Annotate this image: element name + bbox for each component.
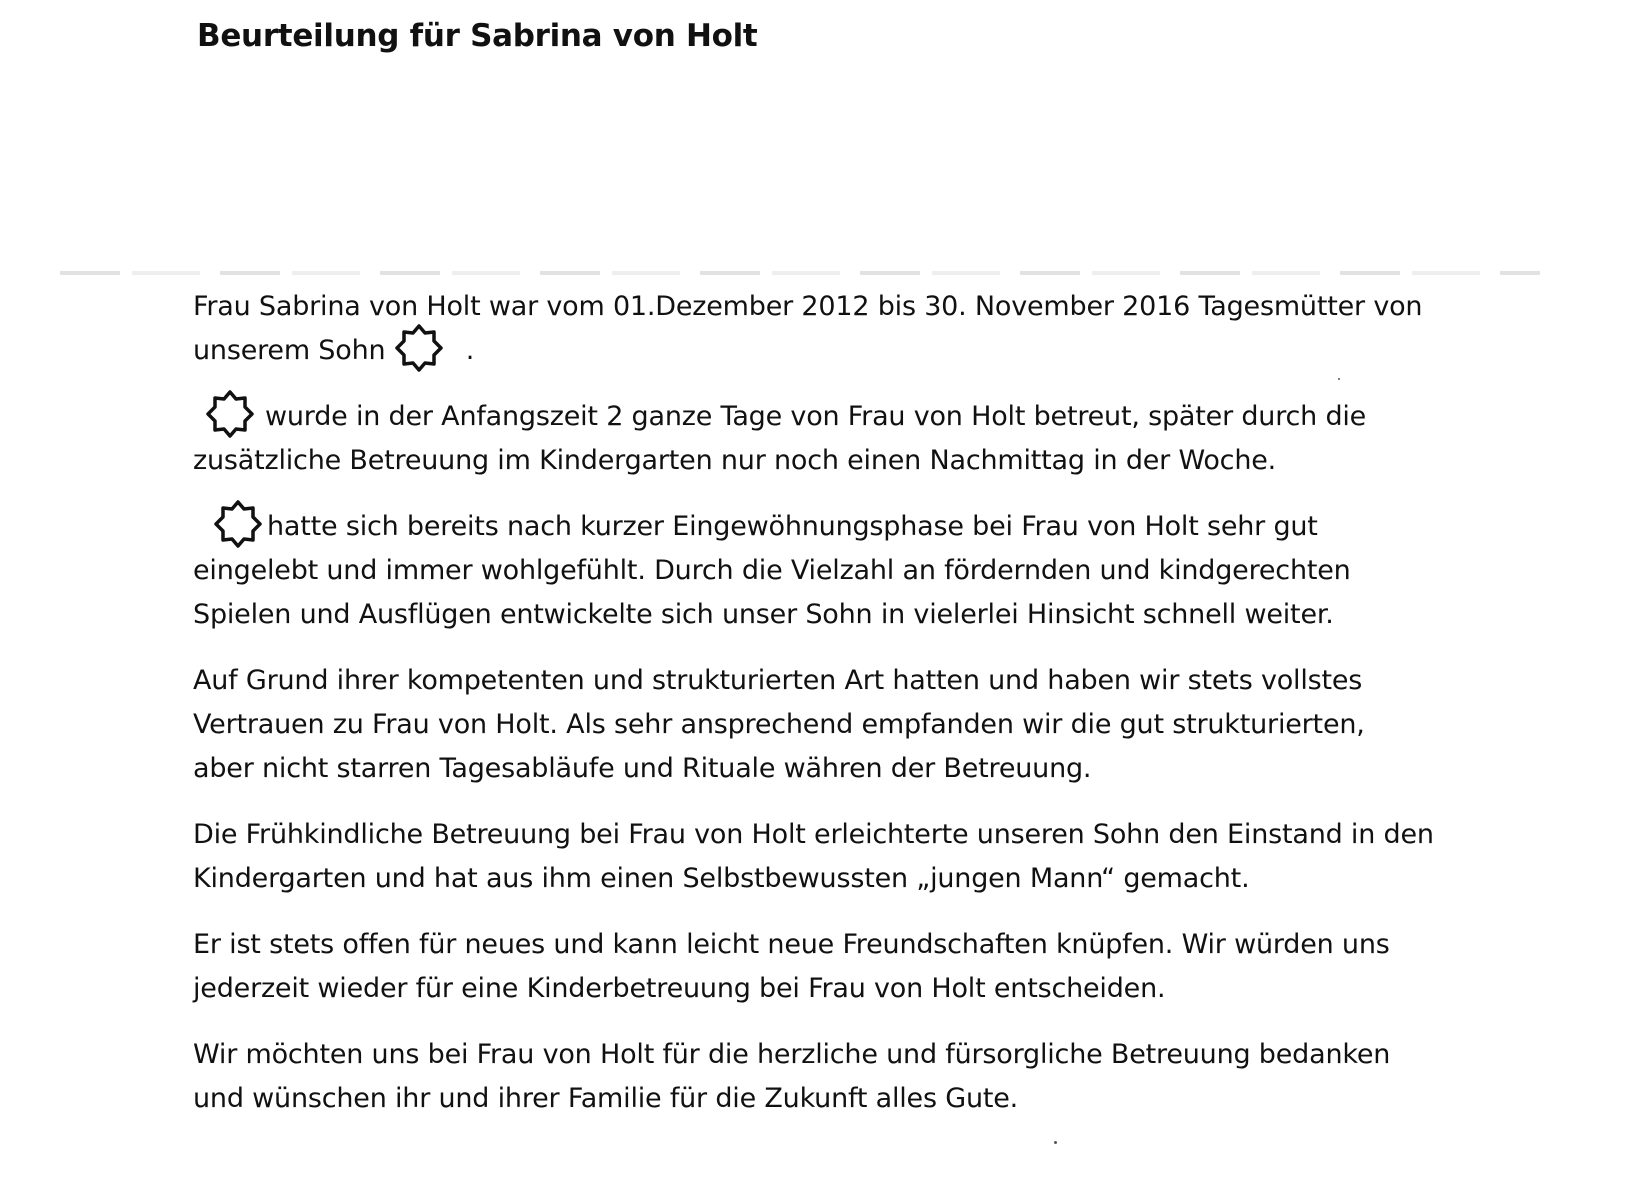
paragraph-line: eingelebt und immer wohlgefühlt. Durch die Vielzahl an fördernden und kindgerechten [193, 555, 1351, 586]
paragraph-line: Spielen und Ausflügen entwickelte sich unser Sohn in vielerlei Hinsicht schnell weiter. [193, 599, 1334, 630]
scan-speck [1338, 378, 1340, 380]
paragraph-6 [193, 923, 1493, 1011]
paragraph-4 [193, 659, 1493, 791]
paragraph-1 [193, 285, 1493, 373]
paragraph-5 [193, 813, 1493, 901]
paragraph-2 [193, 395, 1493, 483]
paragraph-line-text: wurde in der Anfangszeit 2 ganze Tage von Frau von Holt betreut, später durch die [265, 401, 1367, 432]
paragraph-line: aber nicht starren Tagesabläufe und Rituale währen der Betreuung. [193, 753, 1092, 784]
scan-artifact-line [60, 271, 1540, 275]
paragraph-line: und wünschen ihr und ihrer Familie für die Zukunft alles Gute. [193, 1083, 1019, 1114]
star-redaction-icon [213, 499, 263, 549]
paragraph-line [193, 505, 1493, 549]
paragraph-line: zusätzliche Betreuung im Kindergarten nur noch einen Nachmittag in der Woche. [193, 445, 1277, 476]
scan-speck [1054, 1141, 1057, 1144]
star-redaction-icon [205, 389, 255, 439]
paragraph-line: Vertrauen zu Frau von Holt. Als sehr ansprechend empfanden wir die gut strukturierten, [193, 709, 1365, 740]
paragraph-line: Wir möchten uns bei Frau von Holt für die herzliche und fürsorgliche Betreuung bedanken [193, 1039, 1391, 1070]
paragraph-line [193, 395, 1493, 439]
star-redaction-icon [394, 323, 444, 373]
paragraph-7 [193, 1033, 1493, 1121]
paragraph-3 [193, 505, 1493, 637]
paragraph-line-text: hatte sich bereits nach kurzer Eingewöhnungsphase bei Frau von Holt sehr gut [267, 511, 1318, 542]
paragraph-line: Er ist stets offen für neues und kann leicht neue Freundschaften knüpfen. Wir würden uns [193, 929, 1390, 960]
paragraph-line: Frau Sabrina von Holt war vom 01.Dezember 2012 bis 30. November 2016 Tagesmütter von [193, 291, 1423, 322]
document-title: Beurteilung für Sabrina von Holt [197, 18, 758, 54]
document-body [193, 285, 1493, 1143]
paragraph-line: Die Frühkindliche Betreuung bei Frau von Holt erleichterte unseren Sohn den Einstand in den [193, 819, 1434, 850]
paragraph-line: jederzeit wieder für eine Kinderbetreuung bei Frau von Holt entscheiden. [193, 973, 1166, 1004]
paragraph-line-text: unserem Sohn [193, 335, 386, 366]
paragraph-line: Kindergarten und hat aus ihm einen Selbstbewussten „jungen Mann“ gemacht. [193, 863, 1250, 894]
sentence-end: . [465, 335, 475, 366]
paragraph-line: Auf Grund ihrer kompetenten und strukturierten Art hatten und haben wir stets vollstes [193, 665, 1363, 696]
paragraph-line [193, 329, 1493, 373]
